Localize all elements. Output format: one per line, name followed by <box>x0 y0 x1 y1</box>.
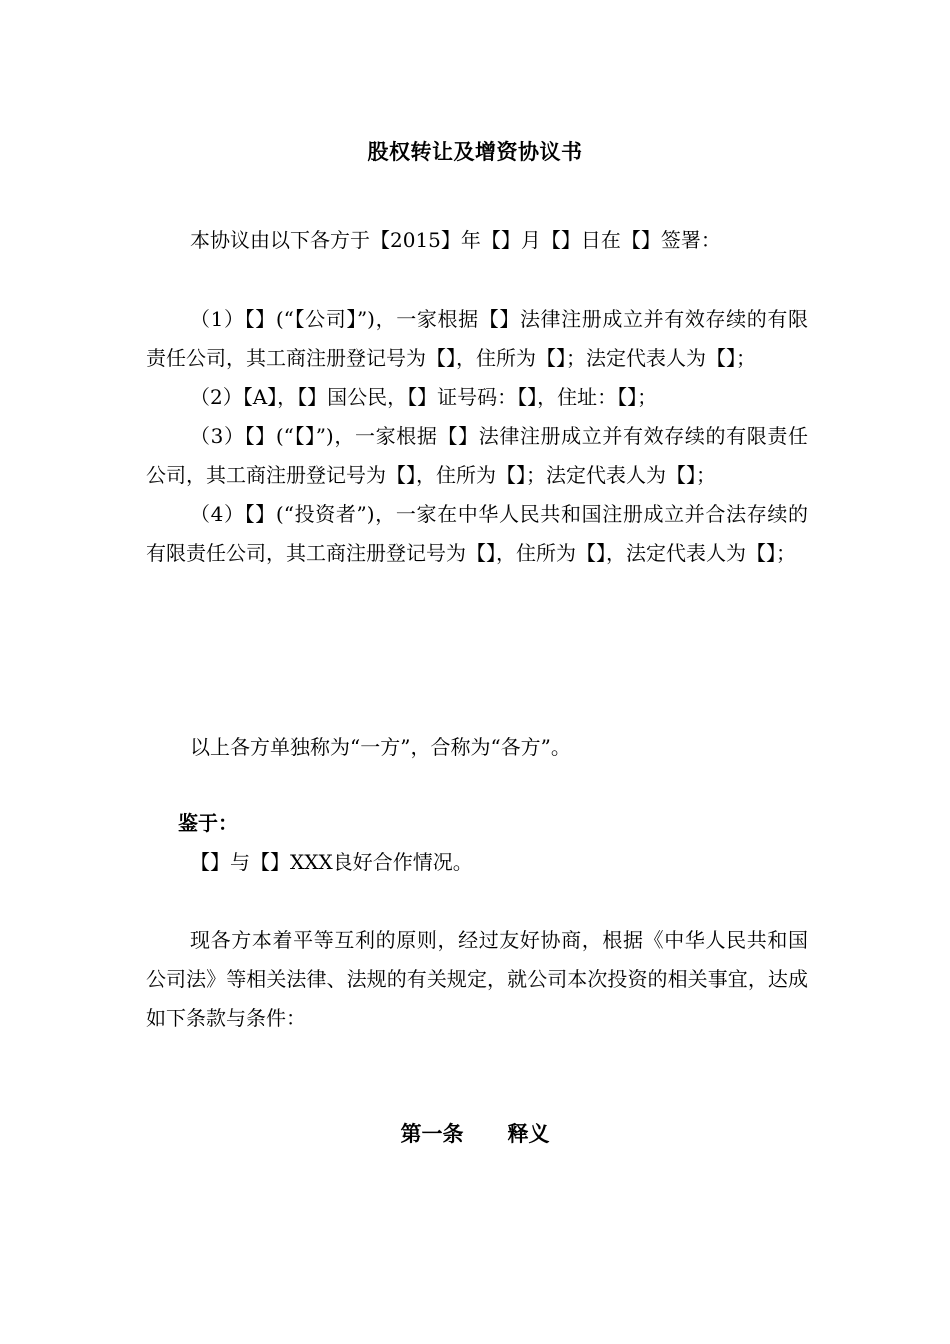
whereas-block <box>146 804 808 882</box>
agreement-block <box>146 921 808 1038</box>
party-item-2: （2）【A】，【】国公民，【】证号码：【】，住址：【】； <box>190 385 658 409</box>
whereas-paragraph: 【】与【】XXX良好合作情况。 <box>190 850 473 874</box>
document-title: 股权转让及增资协议书 <box>367 139 583 164</box>
article-number: 第一条 <box>400 1121 464 1146</box>
parties-list <box>146 300 808 573</box>
intro-paragraph: 本协议由以下各方于【2015】年【】月【】日在【】签署： <box>190 228 721 252</box>
party-item-1: （1）【】(“【公司】”)，一家根据【】法律注册成立并有效存续的有限责任公司，其工商注册登记号为【】，住所为【】；法定代表人为【】； <box>146 307 808 370</box>
article-heading <box>0 1118 950 1148</box>
party-item-4: （4）【】(“投资者”)，一家在中华人民共和国注册成立并合法存续的有限责任公司，其工商注册登记号为【】，住所为【】，法定代表人为【】； <box>146 502 808 565</box>
agreement-paragraph: 现各方本着平等互利的原则，经过友好协商，根据《中华人民共和国公司法》等相关法律、法规的有关规定，就公司本次投资的相关事宜，达成如下条款与条件： <box>146 928 808 1030</box>
whereas-label: 鉴于： <box>178 811 238 835</box>
intro-block <box>146 221 808 260</box>
collective-block <box>146 728 808 767</box>
party-item-3: （3）【】(“【】”)，一家根据【】法律注册成立并有效存续的有限责任公司，其工商注册登记号为【】，住所为【】；法定代表人为【】； <box>146 424 808 487</box>
collective-paragraph: 以上各方单独称为“一方”，合称为“各方”。 <box>190 735 571 759</box>
article-name: 释义 <box>507 1121 550 1146</box>
